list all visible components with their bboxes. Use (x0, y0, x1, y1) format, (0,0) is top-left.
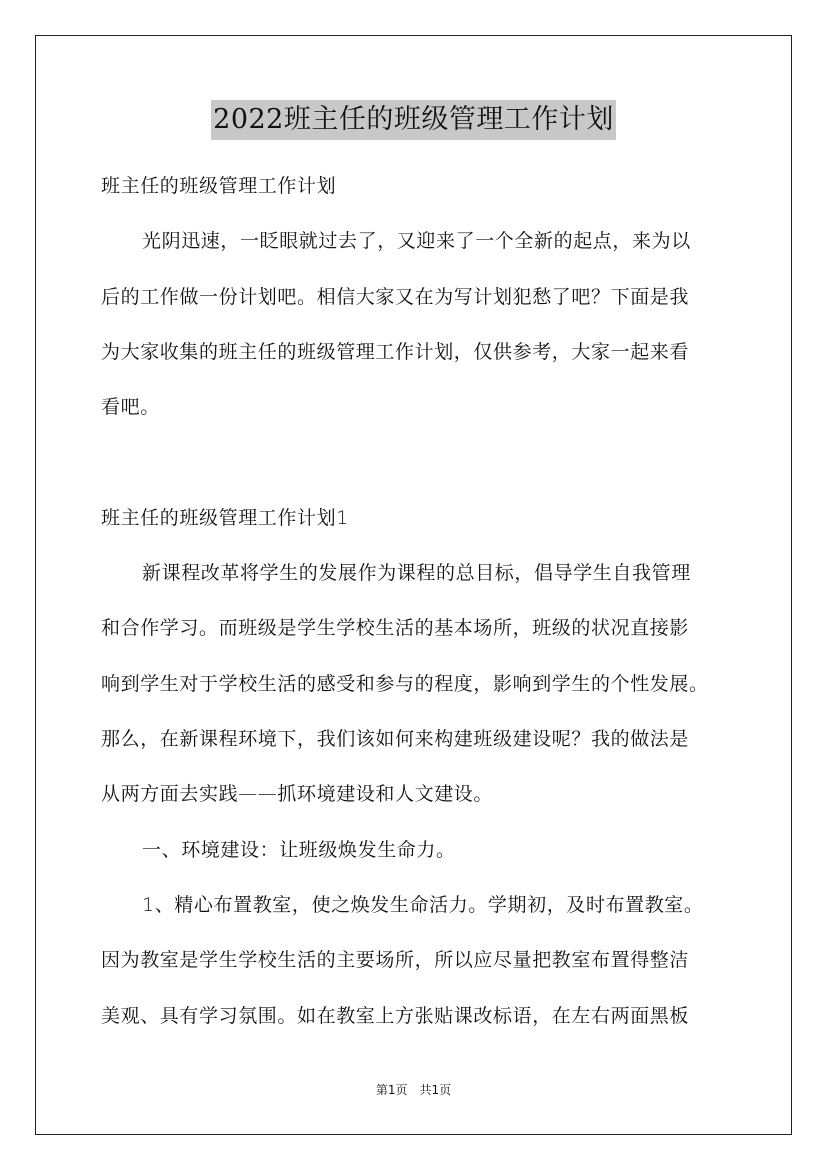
paragraph-line: 1、精心布置教室，使之焕发生命活力。学期初，及时布置教室。 (142, 894, 704, 916)
section-heading: 班主任的班级管理工作计划1 (101, 507, 349, 529)
paragraph-line: 从两方面去实践——抓环境建设和人文建设。 (101, 783, 494, 805)
paragraph-line: 和合作学习。而班级是学生学校生活的基本场所，班级的状况直接影 (101, 617, 690, 639)
page-footer: 第1页 共1页 (375, 1083, 452, 1097)
section-heading: 班主任的班级管理工作计划 (101, 175, 337, 197)
paragraph-line: 后的工作做一份计划吧。相信大家又在为写计划犯愁了吧？下面是我 (101, 286, 690, 308)
paragraph-line: 光阴迅速，一眨眼就过去了，又迎来了一个全新的起点，来为以 (142, 230, 691, 252)
paragraph-line: 看吧。 (101, 396, 160, 418)
paragraph-line: 响到学生对于学校生活的感受和参与的程度，影响到学生的个性发展。 (101, 673, 709, 695)
paragraph-line: 美观、具有学习氛围。如在教室上方张贴课改标语，在左右两面黑板 (101, 1005, 690, 1027)
paragraph-line: 因为教室是学生学校生活的主要场所，所以应尽量把教室布置得整洁 (101, 949, 690, 971)
paragraph-line: 为大家收集的班主任的班级管理工作计划，仅供参考，大家一起来看 (101, 341, 690, 363)
document-title: 2022班主任的班级管理工作计划 (211, 100, 616, 140)
paragraph-line: 那么，在新课程环境下，我们该如何来构建班级建设呢？我的做法是 (101, 728, 690, 750)
paragraph-line: 新课程改革将学生的发展作为课程的总目标，倡导学生自我管理 (142, 562, 691, 584)
paragraph-line: 一、环境建设：让班级焕发生命力。 (142, 839, 456, 861)
title-container (0, 100, 827, 140)
